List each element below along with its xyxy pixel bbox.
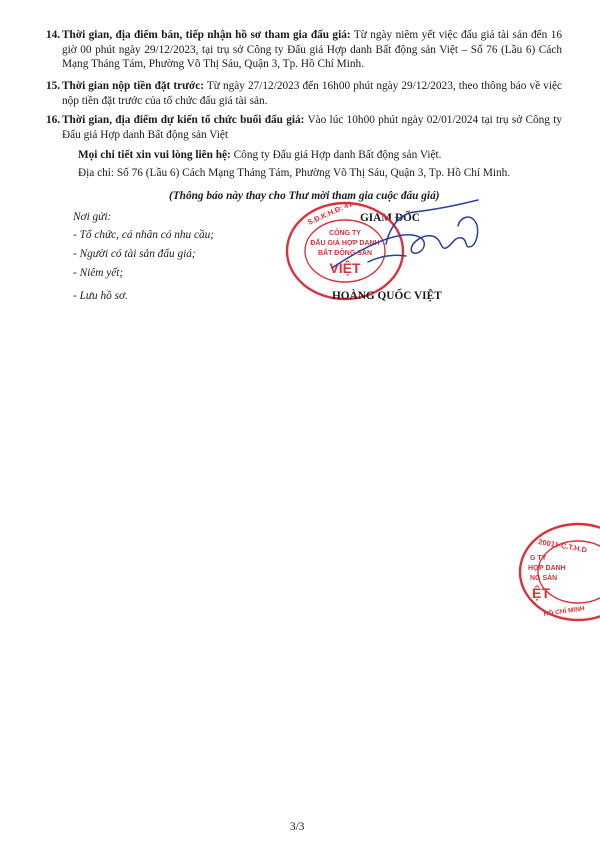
item-title: Thời gian nộp tiền đặt trước: xyxy=(62,80,204,92)
contact-address: Địa chỉ: Số 76 (Lầu 6) Cách Mạng Tháng Tám, Phường Võ Thị Sáu, Quận 3, Tp. Hồ Chí Minh. xyxy=(78,167,511,179)
recipient-item: - Người có tài sản đấu giá; xyxy=(73,248,196,260)
recipient-item: - Niêm yết; xyxy=(73,267,124,279)
item-text: Vào lúc 10h00 phút ngày 02/01/2024 tại trụ sở Công ty Đấu giá Hợp danh Bất động sản Việt xyxy=(62,114,562,141)
contact-line xyxy=(78,148,441,163)
item-title: Thời gian, địa điểm dự kiến tổ chức buổi đấu giá: xyxy=(62,114,305,126)
recipient-item: - Tổ chức, cá nhân có nhu cầu; xyxy=(73,229,215,241)
signer-name: HOÀNG QUỐC VIỆT xyxy=(332,290,442,302)
contact-label: Mọi chi tiết xin vui lòng liên hệ: xyxy=(78,149,231,161)
item-text: Từ ngày 27/12/2023 đến 16h00 phút ngày 29/12/2023, theo thông báo về việc nộp tiền đặt trước của tổ chức đấu giá tài sản. xyxy=(62,80,562,107)
item-number: 16. xyxy=(46,114,61,126)
partial-seal xyxy=(516,518,600,626)
partial-seal-line: NG SẢN xyxy=(530,575,558,582)
partial-seal-line: ỆT xyxy=(532,585,550,601)
seal-line: BẤT ĐỘNG SẢN xyxy=(317,250,373,257)
signature xyxy=(328,196,488,286)
item-16 xyxy=(46,113,562,142)
item-15 xyxy=(46,79,562,108)
partial-seal-line: HỢP DANH xyxy=(528,565,566,572)
item-title: Thời gian, địa điểm bán, tiếp nhận hồ sơ tham gia đấu giá: xyxy=(62,29,351,41)
recipient-item: - Lưu hồ sơ. xyxy=(73,290,128,302)
notice-note: (Thông báo này thay cho Thư mời tham gia cuộc đấu giá) xyxy=(169,190,440,202)
seal-ring-text: S.Đ.K.H.Đ: 41 xyxy=(306,199,354,227)
partial-seal-ring: 20011-C.T.H.D xyxy=(537,537,588,555)
partial-seal-line: G TY xyxy=(530,555,547,562)
seal-line: ĐẤU GIÁ HỢP DANH xyxy=(310,240,380,247)
item-14 xyxy=(46,28,563,72)
recipients-heading: Nơi gửi: xyxy=(73,211,112,223)
seal-line: VIỆT xyxy=(329,260,361,276)
partial-seal-bottom: HỒ CHÍ MINH xyxy=(543,605,586,618)
page-number: 3/3 xyxy=(290,821,305,833)
contact-text: Công ty Đấu giá Hợp danh Bất động sản Việt. xyxy=(230,149,442,161)
item-number: 15. xyxy=(46,80,61,92)
item-text: Từ ngày niêm yết việc đấu giá tài sản đến 16 giờ 00 phút ngày 29/12/2023, tại trụ sở Công ty Đấu giá Hợp danh Bất động sản Việt – Số 76 (Lầu 6) Cách Mạng Tháng Tám, Phường Võ Thị Sáu, Quận 3, Tp. Hồ Chí Minh. xyxy=(62,29,563,71)
seal-line: CÔNG TY xyxy=(329,230,361,237)
item-number: 14. xyxy=(46,29,61,41)
signer-title: GIÁM ĐỐC xyxy=(360,212,420,224)
